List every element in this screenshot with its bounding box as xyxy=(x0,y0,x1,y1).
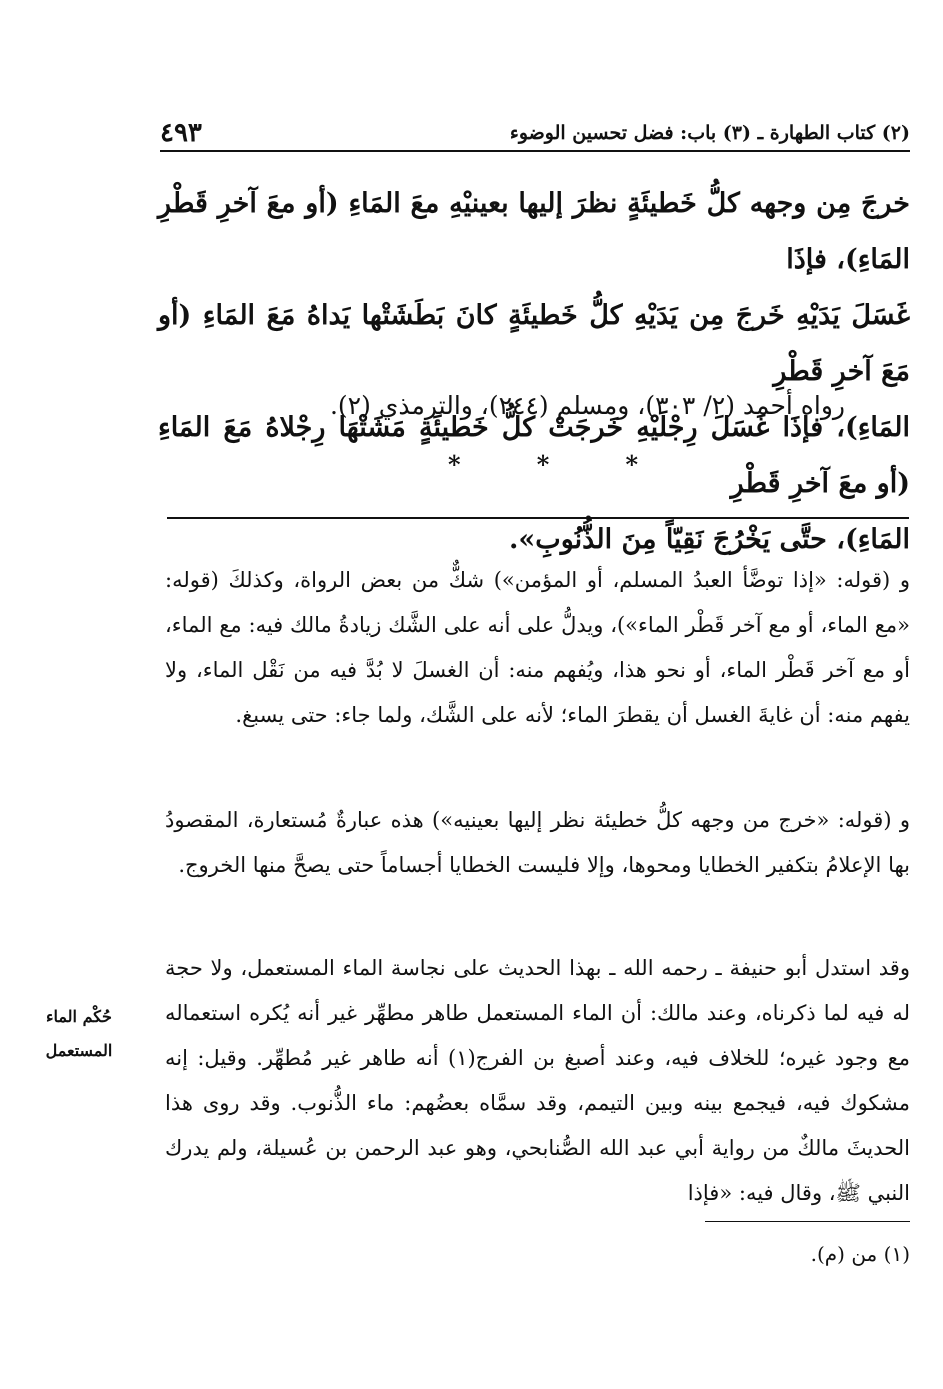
commentary-text: و (قوله: «إذا توضَّأ العبدُ المسلم، أو المؤمن») شكٌّ من بعض الرواة، وكذلكَ (قوله: «مع الماء، أو مع آخر قَطْر الماء»)، ويدلُّ على أنه على الشَّك زيادةُ مالك فيه: مع الماء، أو مع آخر قَطْر الماء، أو نحو هذا، ويُفهم منه: أن الغسلَ لا بُدَّ فيه من نَقْل الماء، ولا يفهم منه: أن غايةَ الغسل أن يقطرَ الماء؛ لأنه على الشَّك، ولما جاء: حتى يسبغ. xyxy=(165,568,910,727)
hadith-line: خرجَ مِن وجهه كلُّ خَطيئَةٍ نظرَ إليها بعينيْهِ معَ المَاءِ (أو معَ آخرِ قَطْرِ المَاءِ)، فإذَا xyxy=(158,188,910,275)
section-separator xyxy=(448,450,638,479)
hadith-text xyxy=(158,176,910,568)
hadith-line: غَسَلَ يَدَيْهِ خَرجَ مِن يَدَيْهِ كلُّ خَطيئَةٍ كانَ بَطَشَتْها يَداهُ مَعَ المَاءِ (أو مَعَ آخرِ قَطْرِ xyxy=(158,300,910,387)
separator-star: * xyxy=(625,450,638,479)
separator-star: * xyxy=(536,450,550,479)
commentary-paragraph xyxy=(165,558,910,738)
margin-note xyxy=(4,1000,154,1068)
hadith-line: المَاءِ)، حتَّى يَخْرُجَ نَقِيّاً مِنَ الذُّنُوبِ». xyxy=(509,524,910,555)
margin-note-line: المستعمل xyxy=(45,1041,113,1060)
commentary-text: وقد استدل أبو حنيفة ـ رحمه الله ـ بهذا الحديث على نجاسة الماء المستعمل، ولا حجة له فيه لما ذكرناه، وعند مالك: أن الماء المستعمل طاهر مطهِّر غير أنه يُكره استعماله مع وجود غيره؛ للخلاف فيه، وعند أصبغ بن الفرج(١) أنه طاهر غير مُطهِّر. وقيل: إنه مشكوك فيه، فيجمع بينه وبين التيمم، وقد سمَّاه بعضُهم: ماء الذُّنوب. وقد روى هذا الحديثَ مالكٌ من رواية أبي عبد الله الصُّنابحي، وهو عبد الرحمن بن عُسيلة، ولم يدرك النبي ﷺ، وقال فيه: «فإذا xyxy=(165,956,910,1205)
running-title: (٢) كتاب الطهارة ـ (٣) باب: فضل تحسين الوضوء xyxy=(509,122,910,144)
commentary-paragraph xyxy=(165,798,910,888)
header-divider xyxy=(160,150,910,152)
commentary-paragraph xyxy=(165,946,910,1216)
margin-note-line: حُكْم الماء xyxy=(46,1007,112,1026)
footnote-divider xyxy=(705,1221,910,1222)
hadith-source: رواه أحمد (٢/ ٣٠٣)، ومسلم (٢٤٤)، والترمذي (٢). xyxy=(329,391,845,420)
footnote: (١) من (م). xyxy=(810,1242,910,1266)
page-number: ٤٩٣ xyxy=(160,118,202,148)
hadith-line: المَاءِ)، فإذَا غَسَلَ رِجْلَيْهِ خَرجَتْ كلُّ خَطيئَةٍ مَشَتْهَا رِجْلاهُ مَعَ المَاءِ (أو معَ آخرِ قَطْرِ xyxy=(158,412,910,499)
separator-star: * xyxy=(448,450,461,479)
commentary-divider xyxy=(167,517,909,519)
commentary-text: و (قوله: «خرج من وجهه كلُّ خطيئة نظر إليها بعينيه») هذه عبارةٌ مُستعارة، المقصودُ بها الإعلامُ بتكفير الخطايا ومحوها، وإلا فليست الخطايا أجساماً حتى يصحَّ منها الخروج. xyxy=(165,808,910,877)
page-header xyxy=(160,118,910,150)
